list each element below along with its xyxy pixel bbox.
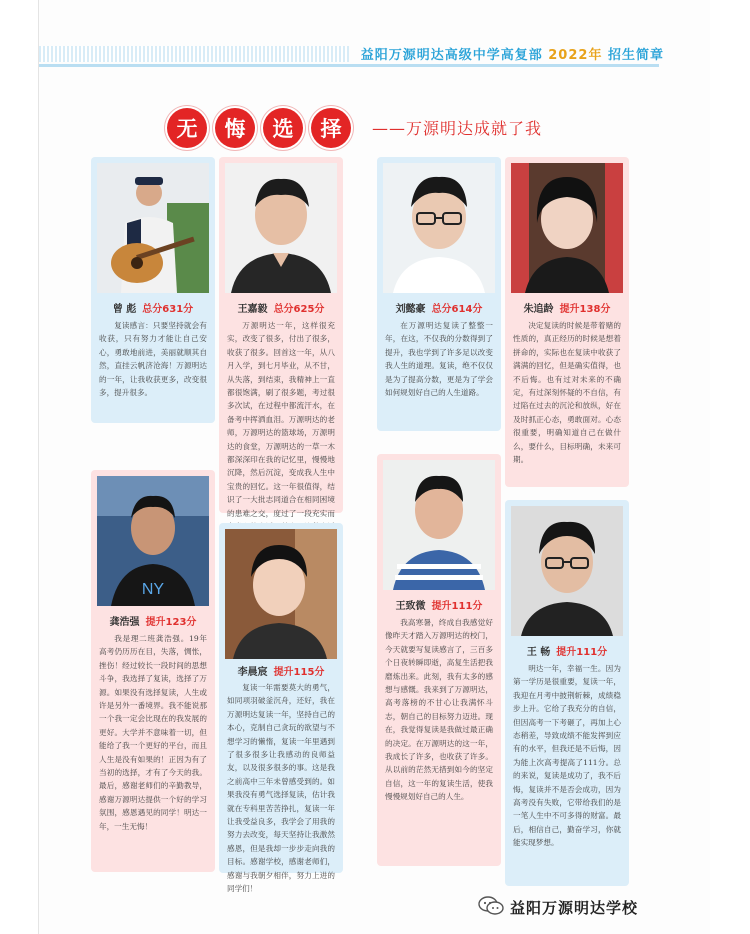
header-school: 益阳万源明达高级中学高复部 [360, 48, 543, 63]
student-photo-portrait [383, 163, 495, 293]
student-photo-portrait [511, 163, 623, 293]
student-photo-portrait [383, 460, 495, 590]
student-score: 提升111分 [431, 601, 483, 612]
student-photo-portrait [97, 476, 209, 606]
student-name: 朱追龄 [523, 304, 554, 315]
student-score: 总分614分 [431, 304, 483, 315]
student-photo [383, 163, 495, 293]
student-score: 总分631分 [142, 304, 194, 315]
student-name-row [505, 300, 629, 315]
page-header [39, 42, 710, 68]
student-testimonial: 明达一年，幸福一生。因为第一学历是很重要，复读一年，我迎在月考中披荆斩棘，成绩稳步上升。它给了我充分的自信，但因高考一下考砸了，再加上心态稍差，导致成绩不能发挥到应有的水平，但我还是不后悔，因为能上次高考提高了111分。总的来说，复读是成功了，我不后悔，复读并不是否会成功，因为高考没有失败，它带给我们的是一笔人生中不可多得的财富。最后，相信自己，勤奋学习，你就能实现梦想。 [513, 664, 621, 848]
brochure-page [38, 0, 710, 934]
student-name: 曾 彪 [112, 304, 137, 315]
student-score: 提升115分 [273, 667, 325, 678]
student-name-row [377, 300, 501, 315]
student-score: 提升138分 [559, 304, 611, 315]
student-photo-portrait [225, 529, 337, 659]
student-testimonial: 万源明达一年，这样很充实，改变了很多，付出了很多，收获了很多。回首这一年，从八月入学，到七月毕业，从不甘，从失落，到结束，我精神上一直都很饱满，刷了很多题，考过很多次试，在过程中都流汗水，在备考中挥洒血泪。万源明达的老师，万源明达的篮球场，万源明达的食堂，万源明达的一草一木都深深印在我的记忆里，慢慢地沉降，然后沉淀，变成我人生中宝贵的回忆。这一年很值得，结识了一大批志同道合在相同困境的患难之交，度过了一段充实而 [227, 321, 335, 518]
student-score: 提升123分 [145, 617, 197, 628]
header-rule [39, 64, 659, 67]
student-name: 刘懿豪 [395, 304, 426, 315]
student-score: 总分625分 [273, 304, 325, 315]
student-name-row [219, 663, 343, 678]
student-card [219, 157, 343, 518]
student-name: 王 畅 [526, 647, 551, 658]
title-char-1: 无 [167, 108, 207, 148]
student-photo [225, 529, 337, 659]
header-suffix: 招生简章 [607, 48, 664, 63]
header-stripes [39, 46, 349, 62]
title-char-2: 悔 [215, 108, 255, 148]
student-card [505, 157, 629, 487]
title-char-3: 选 [263, 108, 303, 148]
student-name: 龚浩强 [109, 617, 140, 628]
section-title [167, 108, 687, 148]
student-testimonial: 复读一年需要莫大的勇气，如同项羽破釜沉舟，还好，我在万源明达复读一年，坚持自己的本心，克制自己贪玩的欲望与不想学习的懒惰，复读一年里遇到了很多很多让我感动的良师益友，以及很多很多的事。这是我之前高中三年未曾感受到的。如果我没有勇气选择复读，估计我就在专科里苦苦挣扎，复读一年让我受益良多，我学会了用我的努力去改变，每天坚持让我激然感恩，但是我却一步步走向我的目标。感谢学校，感谢老师们，感谢与我朝夕相伴，努力上进的同学们！ [227, 683, 335, 894]
student-photo [97, 476, 209, 606]
wechat-icon [478, 896, 504, 916]
header-year: 2022年 [548, 48, 603, 63]
student-photo [511, 506, 623, 636]
header-title [361, 44, 664, 63]
student-card [377, 454, 501, 866]
student-name-row [219, 300, 343, 315]
student-name: 王嘉毅 [237, 304, 268, 315]
student-card [219, 523, 343, 894]
student-testimonial: 在万源明达复读了整整一年，在这，不仅我的分数得到了提升，我也学到了许多足以改变我人生的道理。复读，绝不仅仅是为了提高分数，更是为了学会如何规划好自己的人生道路。 [385, 321, 493, 398]
student-photo [383, 460, 495, 590]
section-subtitle: ——万源明达成就了我 [372, 119, 543, 138]
student-testimonial: 我高寒暑，终成自我感觉好像昨天才踏入万源明达的校门，今天就要写复读感言了，三百多个日夜转瞬即逝，高复生活把我磨炼出来。此刻，我有太多的感想与感慨。我来到了万源明达，高考落榜的不甘心让我满怀斗志，朝自己的目标努力迈进。现在，我觉得复读是我做过最正确的决定。在万源明达的这一年，我成长了许多，也收获了许多。从以前的茫然无措到如今的坚定自信，这一年的复读生活，使我慢慢规划好自己的人生。 [385, 618, 493, 802]
student-score: 提升111分 [556, 647, 608, 658]
account-name: 益阳万源明达学校 [510, 899, 639, 917]
student-photo [97, 163, 209, 293]
student-photo [511, 163, 623, 293]
student-name: 王致微 [395, 601, 426, 612]
student-photo-portrait [511, 506, 623, 636]
student-photo-guitar [97, 163, 209, 293]
student-photo [225, 163, 337, 293]
student-name-row [91, 300, 215, 315]
student-testimonial: 决定复读的时候是带着赌的性质的，真正经历的时候是想着拼命的，实际也在复读中收获了满满的回忆，但是确实值得，也不后悔。也有过对未来的不确定，有过深刻怀疑的不自信，有过陷在过去的沉沦和放纵，好在及时抓正心态，勇敢面对。心态很重要，明确知道自己在做什么，要什么，目标明确，未来可期。 [513, 321, 621, 465]
student-photo-portrait [225, 163, 337, 293]
student-card [91, 157, 215, 423]
student-name: 李晨宸 [237, 667, 268, 678]
student-name-row [91, 613, 215, 628]
student-name-row [377, 597, 501, 612]
student-testimonial: 我是理二班龚浩强。19年高考仍历历在目，失落，惆怅，挫伤！经过较长一段时间的思想斗争，我选择了复读，选择了万源。如果没有选择复读，人生或许是另外一番境界。我不能说那一个我一定会比现在的我发展的更好。大学并不意味着一切，但能给了我一个更好的平台，而且人生是没有如果的！正因为有了当初的选择，才有了今天的我。最后，感谢老师们的辛勤教导，感谢万源明达提供一个好的学习氛围，感恩遇见的同学！明达一年，一生无悔！ [99, 634, 207, 831]
student-card [505, 500, 629, 886]
title-char-4: 择 [311, 108, 351, 148]
student-name-row [505, 643, 629, 658]
student-card [377, 157, 501, 431]
student-testimonial: 复读感言：只要坚持就会有收获，只有努力才能让自己安心，勇敢地前进，美丽就顺其自然，直挂云帆济沧海！万源明达的一年，让我收获更多，改变很多，提升很多。 [99, 321, 207, 398]
student-card [91, 470, 215, 872]
svg-text:NY: NY [141, 581, 165, 598]
